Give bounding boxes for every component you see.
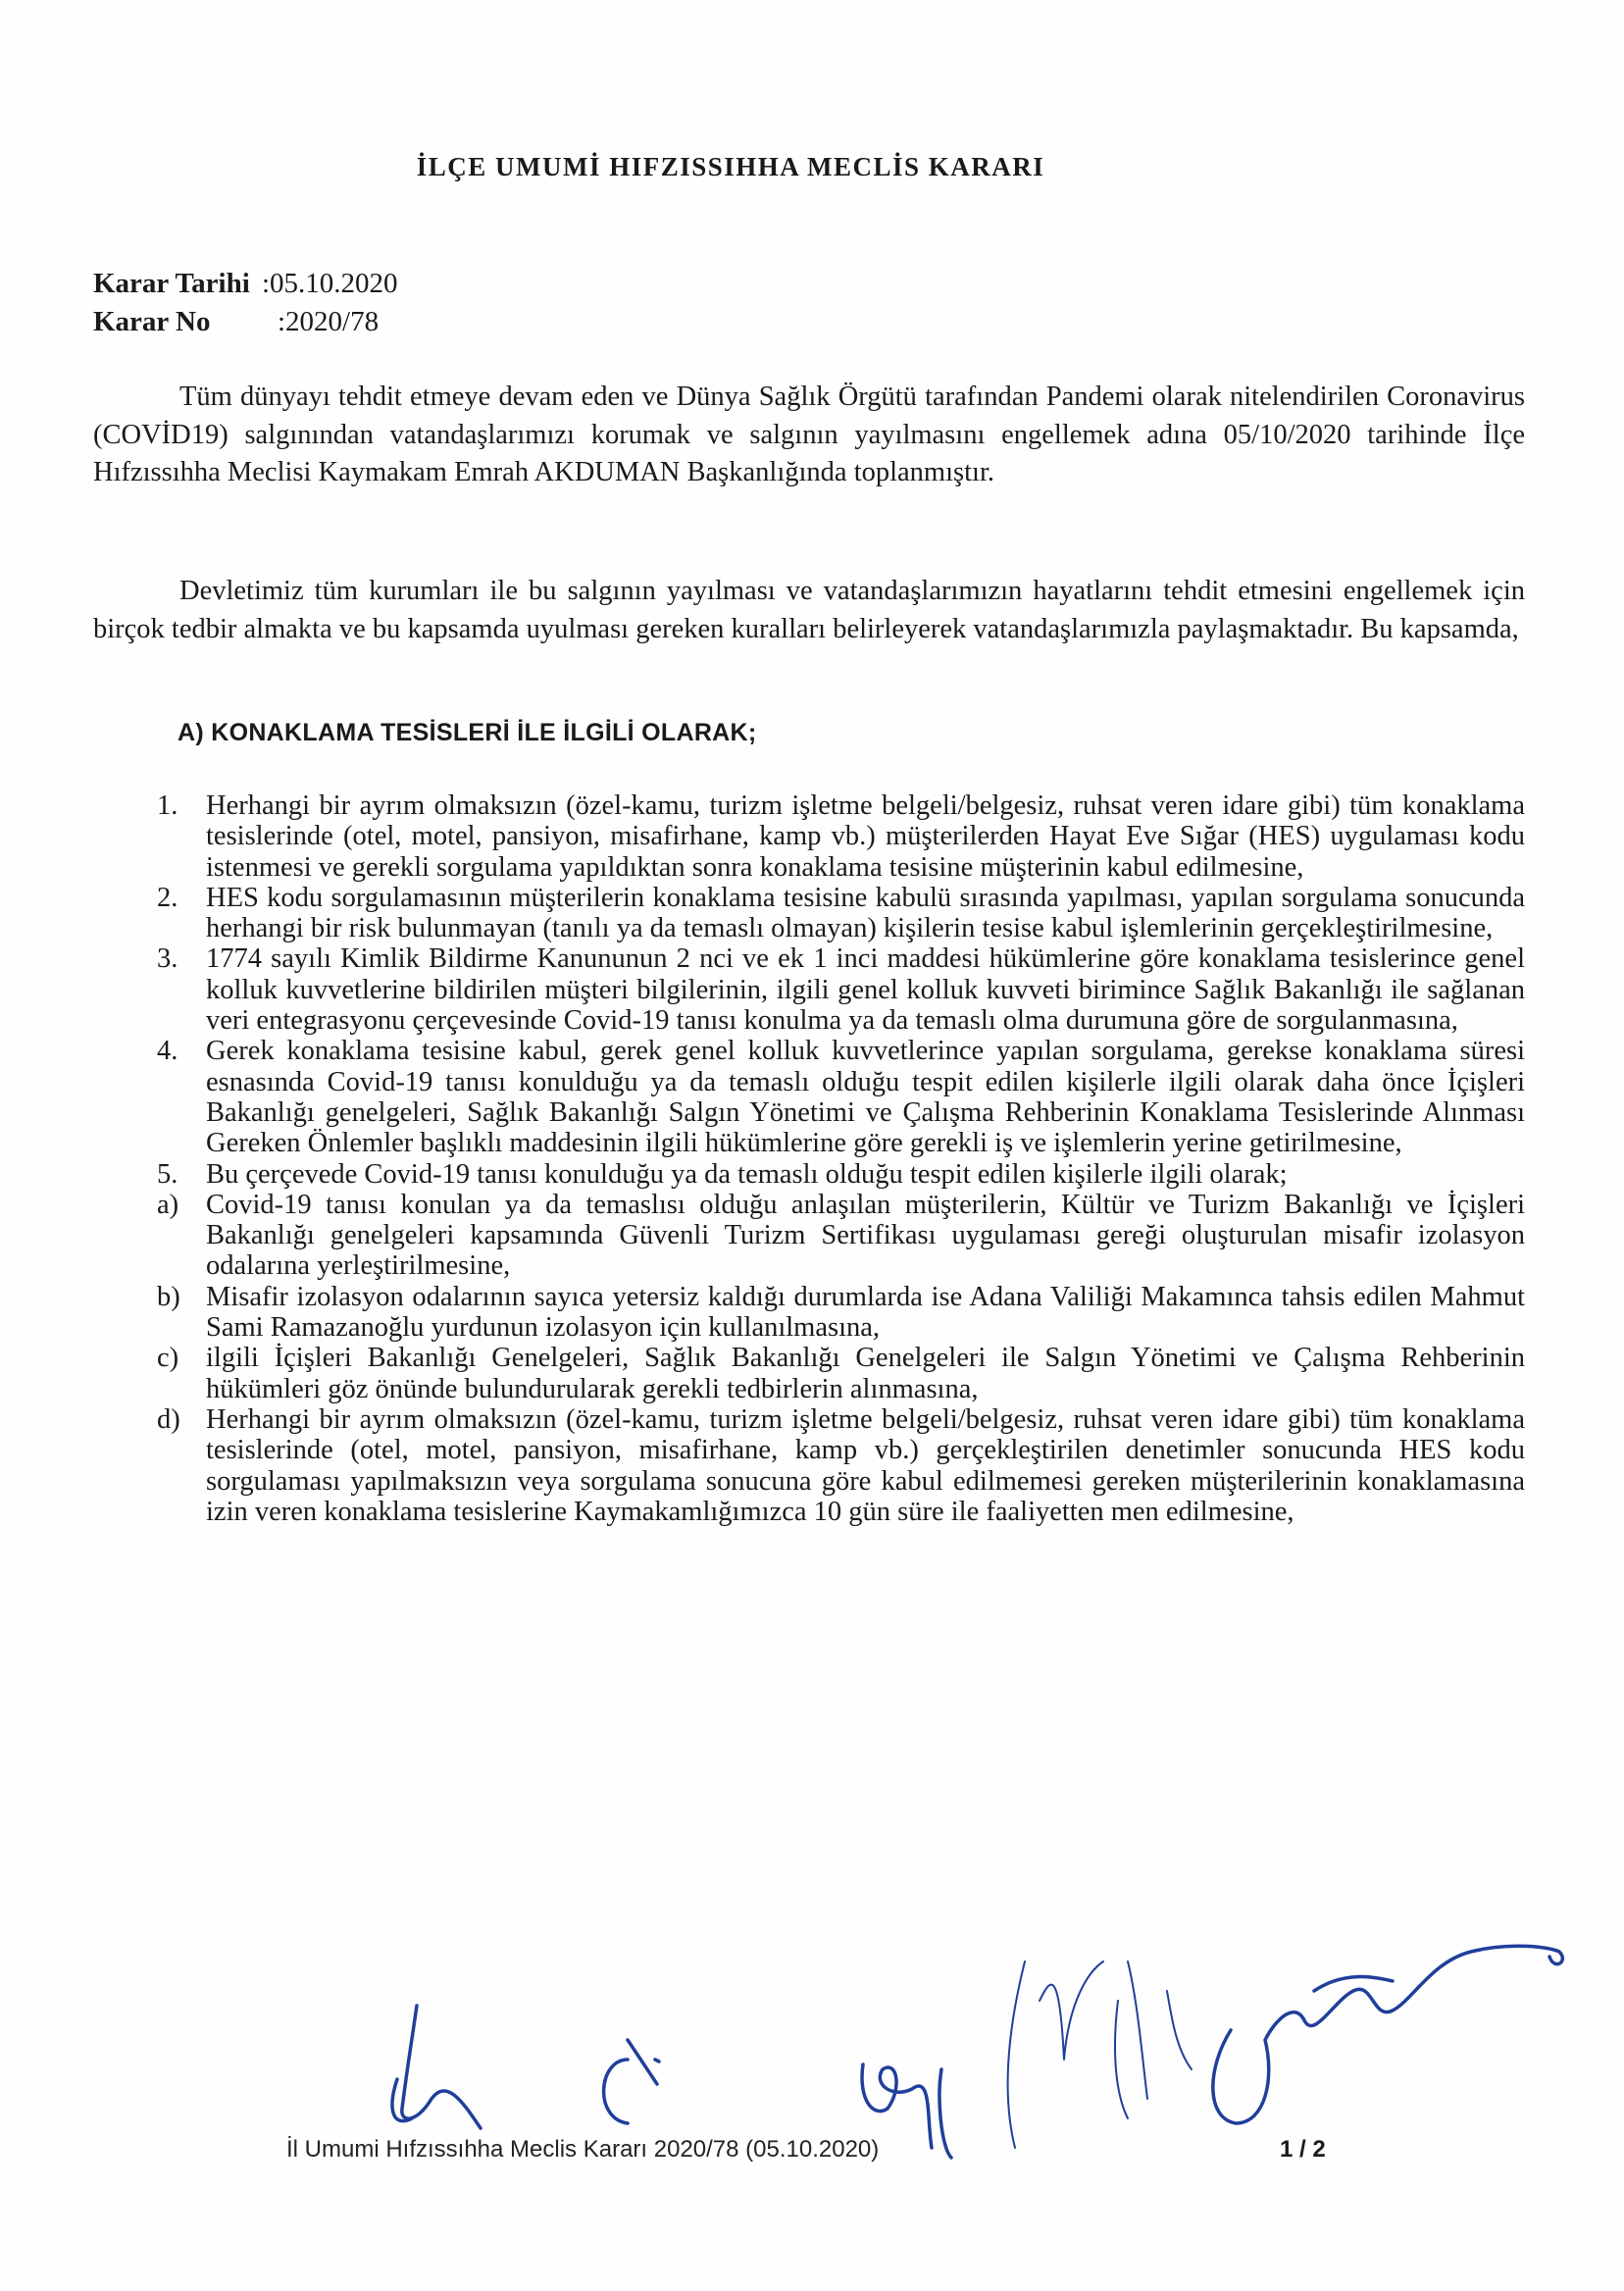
page-number: 1 / 2 <box>1280 2136 1326 2163</box>
signature-4 <box>1008 1961 1192 2148</box>
list-item <box>157 1282 1525 1344</box>
decision-date-label: Karar Tarihi <box>93 268 250 299</box>
list-item <box>157 1159 1525 1190</box>
list-item-marker: c) <box>157 1343 179 1374</box>
list-item-marker: 5. <box>157 1158 178 1190</box>
decision-date-value: :05.10.2020 <box>262 268 398 299</box>
document-title: İLÇE UMUMİ HIFZISSIHHA MECLİS KARARI <box>416 152 1045 181</box>
list-item-text: Herhangi bir ayrım olmaksızın (özel-kamu, turizm işletme belgeli/belgesiz, ruhsat veren idare gibi) tüm konaklama tesislerinde (otel, motel, pansiyon, misafirhane, kamp vb.) gerçekleştirilen denetimler sonucunda HES kodu sorgulaması yapılmaksızın veya sorgulama sonucuna göre kabul edilmemesi gereken müşterilerinin konaklamasına izin veren konaklama tesislerine Kaymakamlığımızca 10 gün süre ile faaliyetten men edilmesine, <box>206 1403 1525 1527</box>
signature-1 <box>392 2006 481 2128</box>
list-item-marker: a) <box>157 1189 179 1220</box>
intro-paragraph: Tüm dünyayı tehdit etmeye devam eden ve Dünya Sağlık Örgütü tarafından Pandemi olarak nitelendirilen Coronavirus (COVİD19) salgınından vatandaşlarımızı korumak ve salgının yayılmasını engellemek adına 05/10/2020 tarihinde İlçe Hıfzıssıhha Meclisi Kaymakam Emrah AKDUMAN Başkanlığında toplanmıştır. <box>93 382 1525 487</box>
list-item-marker: b) <box>157 1281 180 1312</box>
list-item <box>157 1343 1525 1404</box>
signature-2 <box>604 2040 659 2123</box>
decision-date-row <box>93 265 398 303</box>
list-item <box>157 1404 1525 1527</box>
list-item <box>157 943 1525 1036</box>
decision-number-label: Karar No <box>93 306 211 337</box>
scope-paragraph: Devletimiz tüm kurumları ile bu salgının yayılması ve vatandaşlarımızın hayatlarını tehdit etmesini engellemek için birçok tedbir almakta ve bu kapsamda uyulması gereken kuralları belirleyerek vatandaşlarımızla paylaşmaktadır. Bu kapsamda, <box>93 576 1525 644</box>
list-item-marker: 4. <box>157 1036 178 1067</box>
decision-number-value: :2020/78 <box>278 306 380 337</box>
list-item-text: Covid-19 tanısı konulan ya da temaslısı olduğu anlaşılan müşterilerin, Kültür ve Turizm Bakanlığı ve İçişleri Bakanlığı genelgeleri kapsamında Güvenli Turizm Sertifikası uygulaması gereği oluşturulan misafir izolasyon odalarına yerleştirilmesine, <box>206 1189 1525 1282</box>
list-item <box>157 883 1525 944</box>
list-item <box>157 790 1525 883</box>
list-item-text: Bu çerçevede Covid-19 tanısı konulduğu ya da temaslı olduğu tespit edilen kişilerle ilgili olarak; <box>206 1158 1288 1190</box>
decision-meta <box>93 265 398 341</box>
footer-text: İl Umumi Hıfzıssıhha Meclis Kararı 2020/78 (05.10.2020) <box>286 2136 880 2163</box>
list-item-text: Misafir izolasyon odalarının sayıca yetersiz kaldığı durumlarda ise Adana Valiliği Makamınca tahsis edilen Mahmut Sami Ramazanoğlu yurdunun izolasyon için kullanılmasına, <box>206 1281 1525 1344</box>
list-item-marker: d) <box>157 1403 180 1435</box>
section-heading: A) KONAKLAMA TESİSLERİ İLE İLGİLİ OLARAK; <box>178 719 757 746</box>
list-item-text: Herhangi bir ayrım olmaksızın (özel-kamu, turizm işletme belgeli/belgesiz, ruhsat veren idare gibi) tüm konaklama tesislerinde (otel, motel, pansiyon, misafirhane, kamp vb.) müşterilerden Hayat Eve Sığar (HES) uygulaması kodu istenmesi ve gerekli sorgulama yapıldıktan sonra konaklama tesisine müşterinin kabul edilmesine, <box>206 790 1525 883</box>
list-item <box>157 1036 1525 1158</box>
list-item-marker: 1. <box>157 790 178 821</box>
list-item-text: HES kodu sorgulamasının müşterilerin konaklama tesisine kabulü sırasında yapılması, yapılan sorgulama sonucunda herhangi bir risk bulunmayan (tanılı ya da temaslı olmayan) kişilerin tesise kabul işlemlerinin gerçekleştirilmesine, <box>206 882 1525 944</box>
list-item-text: ilgili İçişleri Bakanlığı Genelgeleri, Sağlık Bakanlığı Genelgeleri ile Salgın Yönetimi ve Çalışma Rehberinin hükümleri göz önünde bulundurularak gerekli tedbirlerin alınmasına, <box>206 1343 1525 1404</box>
signature-5 <box>1213 1946 1563 2123</box>
decision-number-row <box>93 303 398 341</box>
list-item-marker: 2. <box>157 882 178 913</box>
list-item-text: 1774 sayılı Kimlik Bildirme Kanununun 2 nci ve ek 1 inci maddesi hükümlerine göre konaklama tesislerince genel kolluk kuvvetlerine bildirilen müşteri bilgilerinin, ilgili genel kolluk kuvveti birimince Sağlık Bakanlığı ile sağlanan veri entegrasyonu çerçevesinde Covid-19 tanısı konulma ya da temaslı olma durumuna göre de sorgulanmasına, <box>206 943 1525 1037</box>
list-item <box>157 1190 1525 1282</box>
list-item-text: Gerek konaklama tesisine kabul, gerek genel kolluk kuvvetlerince yapılan sorgulama, gerekse konaklama süresi esnasında Covid-19 tanısı konulduğu ya da temaslı olduğu tespit edilen kişilerle ilgili olarak daha önce İçişleri Bakanlığı genelgeleri, Sağlık Bakanlığı Salgın Yönetimi ve Çalışma Rehberinin Konaklama Tesislerinde Alınması Gereken Önlemler başlıklı maddesinin ilgili hükümlerine göre gerekli iş ve işlemlerin yerine getirilmesine, <box>206 1036 1525 1159</box>
decision-items <box>157 790 1525 1527</box>
list-item-marker: 3. <box>157 943 178 975</box>
